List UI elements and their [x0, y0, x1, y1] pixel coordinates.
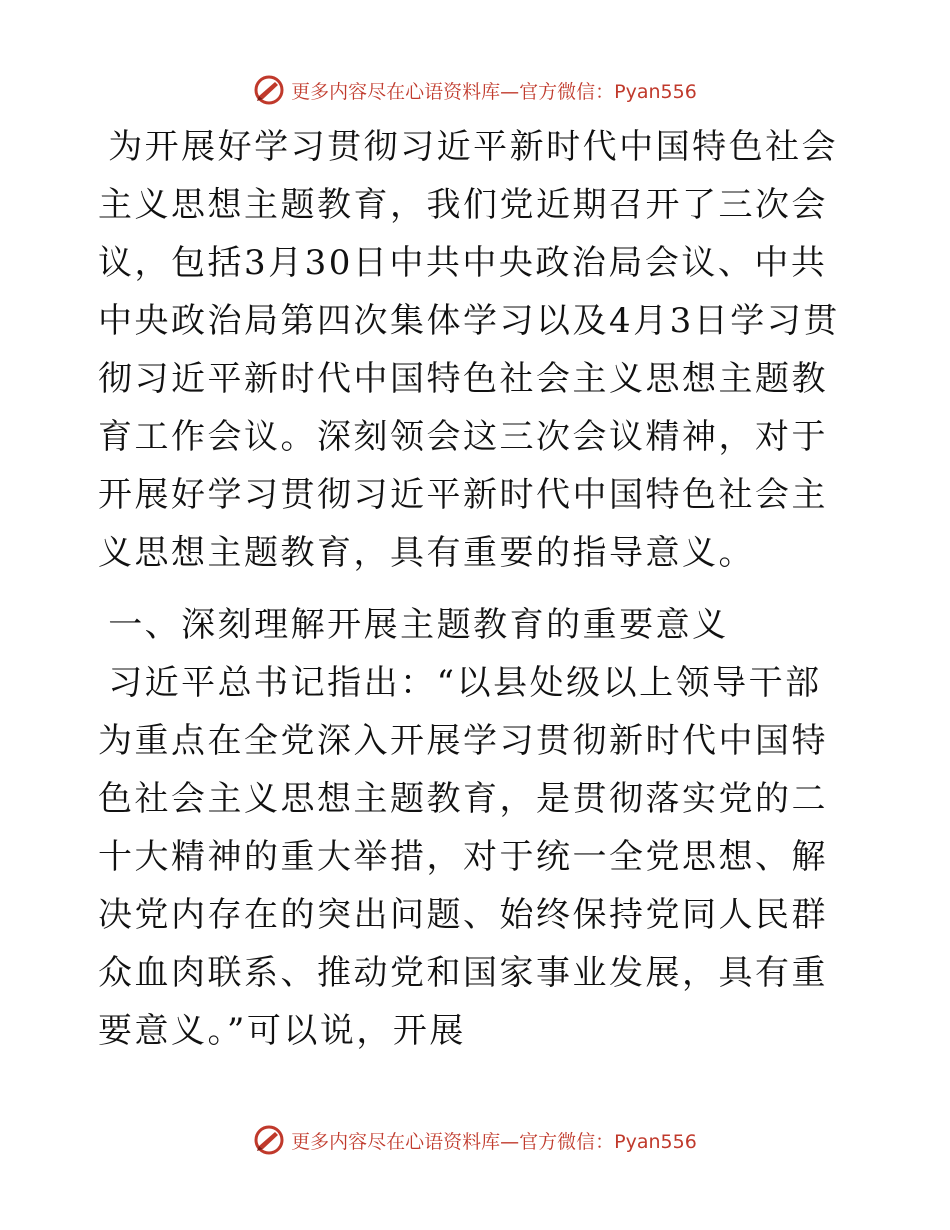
- document-body: [98, 118, 850, 1060]
- watermark-footer: [0, 1124, 950, 1156]
- section-heading: 一、深刻理解开展主题教育的重要意义: [108, 605, 729, 645]
- pen-logo-icon: [253, 1124, 285, 1156]
- pen-logo-icon: [253, 74, 285, 106]
- watermark-header: [0, 74, 950, 106]
- watermark-text: 更多内容尽在心语资料库—官方微信：Pyan556: [291, 1130, 697, 1153]
- section-paragraph: 习近平总书记指出：“以县处级以上领导干部为重点在全党深入开展学习贯彻新时代中国特色社会主义思想主题教育，是贯彻落实党的二十大精神的重大举措，对于统一全党思想、解决党内存在的突出问题、始终保持党同人民群众血肉联系、推动党和国家事业发展，具有重要意义。”可以说，开展: [98, 663, 828, 1051]
- intro-paragraph: 为开展好学习贯彻习近平新时代中国特色社会主义思想主题教育，我们党近期召开了三次会议，包括3月30日中共中央政治局会议、中共中央政治局第四次集体学习以及4月3日学习贯彻习近平新时代中国特色社会主义思想主题教育工作会议。深刻领会这三次会议精神，对于开展好学习贯彻习近平新时代中国特色社会主义思想主题教育，具有重要的指导意义。: [98, 127, 840, 573]
- watermark-text: 更多内容尽在心语资料库—官方微信：Pyan556: [291, 80, 697, 103]
